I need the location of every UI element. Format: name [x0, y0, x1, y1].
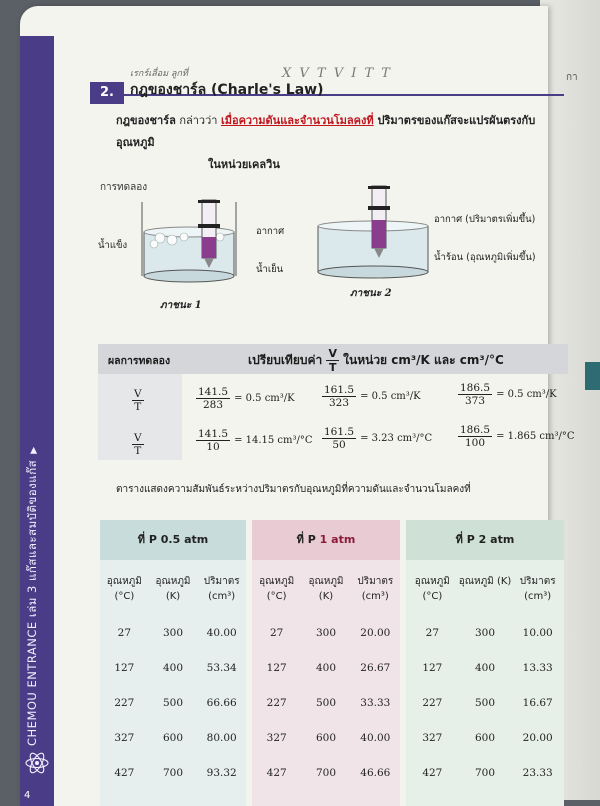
table-row: 27 300 20.00: [269, 627, 391, 639]
compare-heading: [248, 347, 504, 374]
ratio-cell: $\frac{186.5}{373}$ = 0.5 cm³/K: [460, 382, 557, 407]
syringe-1-plunger: [198, 224, 220, 228]
pressure-table-header: ที่ P 0.5 atm: [100, 520, 246, 560]
compare-prefix: เปรียบเทียบค่า: [248, 353, 323, 367]
vessel-1-label: ภาชนะ 1: [160, 300, 202, 311]
ratio-cell: $\frac{161.5}{323}$ = 0.5 cm³/K: [324, 384, 421, 409]
handwritten-marks: X V T V I T T: [282, 66, 392, 81]
col-temp-c: อุณหภูมิ (°C): [414, 576, 450, 602]
law-rest: ปริมาตรของแก๊สจะแปรผันตรงกับอุณหภูมิ: [116, 114, 536, 149]
beaker-1-base: [144, 270, 234, 282]
pressure-table-body: [100, 560, 246, 806]
spine-arrow-icon: ▶: [29, 446, 39, 454]
experiment-diagram-2: [310, 180, 440, 280]
col-temp-c: อุณหภูมิ (°C): [259, 576, 295, 602]
spine-title: [24, 446, 42, 746]
syringe-2-air: [372, 220, 386, 248]
pressure-table-2-atm: [406, 520, 564, 806]
ratio-den: T: [328, 361, 337, 374]
ratio-cell: $\frac{141.5}{10}$ = 14.15 cm³/°C: [198, 428, 313, 453]
unit-k: cm³/K: [391, 353, 430, 367]
comparison-table: [98, 344, 575, 460]
table-row: 227 500 66.66: [114, 697, 237, 709]
pressure-table-header: ที่ P 2 atm: [406, 520, 564, 560]
handwritten-note: เรกร์เลื่อม ลูกที่: [130, 69, 188, 79]
unit-c: cm³/°C: [459, 353, 504, 367]
law-highlight: เมื่อความดันและจำนวนโมลคงที่: [220, 114, 374, 127]
syringe-2-plunger: [368, 206, 390, 210]
compare-mid: ในหน่วย: [343, 353, 388, 367]
col-temp-k: อุณหภูมิ (K): [308, 576, 344, 602]
hot-water-label: น้ำร้อน (อุณหภูมิเพิ่มขึ้น): [434, 252, 536, 263]
row-1-label: $\frac{V}{T}$: [134, 388, 142, 413]
pressure-table-header: ที่ P 1 atm: [252, 520, 400, 560]
table-row: 227 500 33.33: [266, 697, 391, 709]
table-row: 27 300 40.00: [117, 627, 237, 639]
air-label: อากาศ: [256, 226, 285, 237]
col-temp-c: อุณหภูมิ (°C): [106, 576, 142, 602]
table-row: 127 400 53.34: [114, 662, 237, 674]
table-row: 427 700 23.33: [422, 767, 553, 779]
ratio-cell: $\frac{161.5}{50}$ = 3.23 cm³/°C: [324, 426, 433, 451]
table-row: 327 600 40.00: [266, 732, 391, 744]
pressure-table-body: [252, 560, 400, 806]
table-row: 327 600 80.00: [114, 732, 237, 744]
ratio-cell: $\frac{186.5}{100}$ = 1.865 cm³/°C: [460, 424, 575, 449]
pressure-table-body: [406, 560, 564, 806]
section-number: 2.: [90, 82, 124, 104]
col-volume: ปริมาตร (cm³): [519, 576, 556, 602]
vessel-2-label: ภาชนะ 2: [350, 288, 392, 299]
table-row: 27 300 10.00: [425, 627, 553, 639]
pressure-table-1-atm: [252, 520, 400, 806]
next-page-text: กา: [566, 72, 578, 83]
col-volume: ปริมาตร (cm³): [357, 576, 394, 602]
air-expanded-label: อากาศ (ปริมาตรเพิ่มขึ้น): [434, 214, 536, 225]
table-row: 127 400 26.67: [266, 662, 391, 674]
syringe-1-air: [202, 237, 216, 258]
law-statement: [116, 110, 556, 176]
section-title: กฎของชาร์ล (Charle's Law): [130, 82, 324, 98]
table-row: 327 600 20.00: [422, 732, 553, 744]
col-temp-k: อุณหภูมิ (K): [155, 576, 191, 602]
ratio-cell: $\frac{141.5}{283}$ = 0.5 cm³/K: [198, 386, 295, 411]
law-says: กล่าวว่า: [175, 114, 221, 127]
table-row: 427 700 93.32: [114, 767, 237, 779]
law-line2: ในหน่วยเคลวิน: [208, 158, 280, 171]
row-2-label: $\frac{V}{T}$: [134, 432, 142, 457]
beaker-2-base: [318, 266, 428, 278]
unit-and: และ: [434, 353, 456, 367]
col-temp-k: อุณหภูมิ (K): [458, 576, 512, 587]
law-term: กฎของชาร์ล: [116, 114, 176, 127]
book-page: [20, 6, 575, 806]
ice-label: น้ำแข็ง: [98, 240, 128, 251]
col-volume: ปริมาตร (cm³): [203, 576, 240, 602]
results-label: ผลการทดลอง: [108, 355, 171, 367]
ratio-num: V: [328, 347, 337, 360]
table-row: 227 500 16.67: [422, 697, 553, 709]
experiment-label: การทดลอง: [100, 182, 148, 193]
atom-logo-icon: [24, 750, 50, 776]
table-row: 427 700 46.66: [266, 767, 391, 779]
page-number: 4: [24, 790, 31, 801]
relation-table-title: ตารางแสดงความสัมพันธ์ระหว่างปริมาตรกับอุณหภูมิที่ความดันและจำนวนโมลคงที่: [116, 484, 471, 495]
table-row: 127 400 13.33: [422, 662, 553, 674]
pressure-table-0-5-atm: [100, 520, 246, 806]
next-page-tab: [585, 362, 600, 390]
spine-title-text: CHEMOU ENTRANCE เล่ม 3 แก๊สและสมบัติของแก๊ส: [25, 459, 39, 746]
cold-water-label: น้ำเย็น: [256, 264, 284, 275]
